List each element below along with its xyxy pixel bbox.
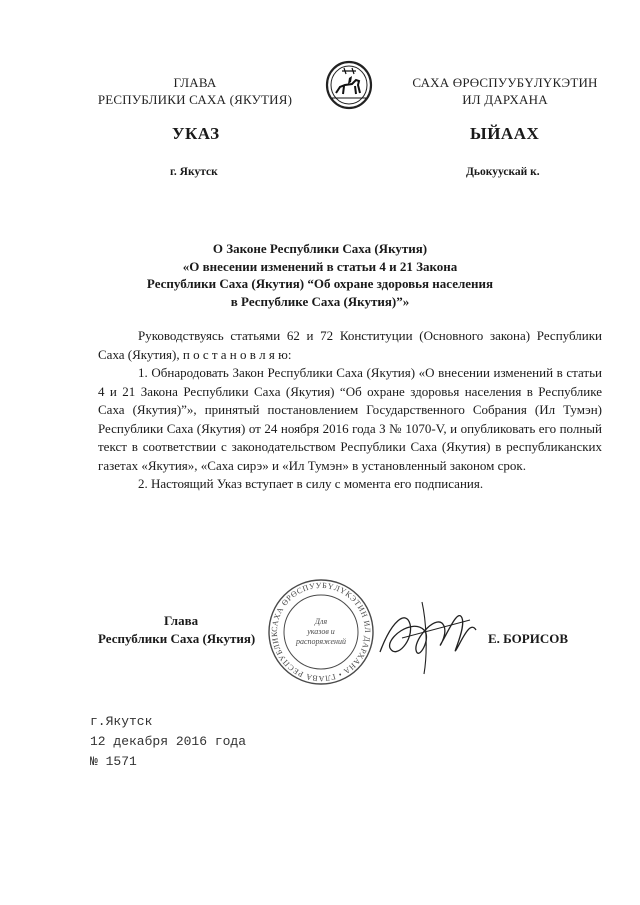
decree-body	[98, 327, 602, 494]
decree-item-1: 1. Обнародовать Закон Республики Саха (Якутия) «О внесении изменений в статьи 4 и 21 Закона Республики Саха (Якутия) “Об охране здоровья населения в Республике Саха (Якутия)”», принятый постановлением Государственного Собрания (Ил Тумэн) Республики Саха (Якутия) от 24 ноября 2016 года З № 1070-V, и опубликовать его полный текст в соответствии с законодательством Республики Саха (Якутия) в республиканских газетах «Якутия», «Саха сирэ» и «Ил Тумэн» в установленный законом срок.	[98, 365, 602, 473]
header-right-line2: ИЛ ДАРХАНА	[462, 92, 548, 107]
registration-number: № 1571	[90, 754, 137, 769]
signatory-role-line1: Глава	[164, 613, 199, 628]
registration-block	[90, 712, 246, 772]
header-right-line1: САХА ӨРӨСПУУБҮЛҮКЭТИН	[412, 75, 598, 90]
header-left-authority	[80, 74, 310, 108]
heading-line2: «О внесении изменений в статьи 4 и 21 Закона	[182, 258, 458, 274]
stamp-ring-text: САХА ӨРӨСПУУБҮЛҮКЭТИН ИЛ ДАРХАНА • ГЛАВА РЕСПУБЛИК	[269, 580, 373, 684]
decree-intro: Руководствуясь статьями 62 и 72 Конституции (Основного закона) Республики Саха (Якутия), п о с т а н о в л я ю:	[98, 328, 602, 362]
header-left-line2: РЕСПУБЛИКИ САХА (ЯКУТИЯ)	[97, 92, 293, 107]
registration-date: 12 декабря 2016 года	[90, 734, 247, 749]
decree-item-2: 2. Настоящий Указ вступает в силу с момента его подписания.	[138, 476, 484, 491]
signatory-name: Е. БОРИСОВ	[488, 631, 569, 646]
decree-heading	[95, 240, 545, 310]
city-ru: г. Якутск	[170, 166, 218, 178]
stamp-center-line2: указов и	[307, 627, 335, 636]
heading-line3: Республики Саха (Якутия) “Об охране здоровья населения	[146, 276, 494, 291]
stamp-center-line3: распоряжений	[295, 637, 347, 646]
heading-line1: О Законе Республики Саха (Якутия)	[212, 241, 428, 256]
handwritten-signature	[372, 590, 492, 680]
header-left-line1: ГЛАВА	[173, 75, 217, 90]
official-stamp	[266, 576, 376, 688]
city-sah: Дьокуускай к.	[466, 166, 540, 178]
document-type-sah: ЫЙААХ	[470, 124, 540, 143]
heading-line4: в Республике Саха (Якутия)”»	[230, 293, 410, 309]
signatory-role-line2: Республики Саха (Якутия)	[98, 631, 256, 646]
header-right-authority	[385, 74, 625, 108]
coat-of-arms-emblem	[318, 60, 380, 110]
registration-city: г.Якутск	[90, 714, 153, 729]
stamp-center-line1: Для	[314, 617, 328, 626]
document-type-ru: УКАЗ	[172, 124, 220, 143]
